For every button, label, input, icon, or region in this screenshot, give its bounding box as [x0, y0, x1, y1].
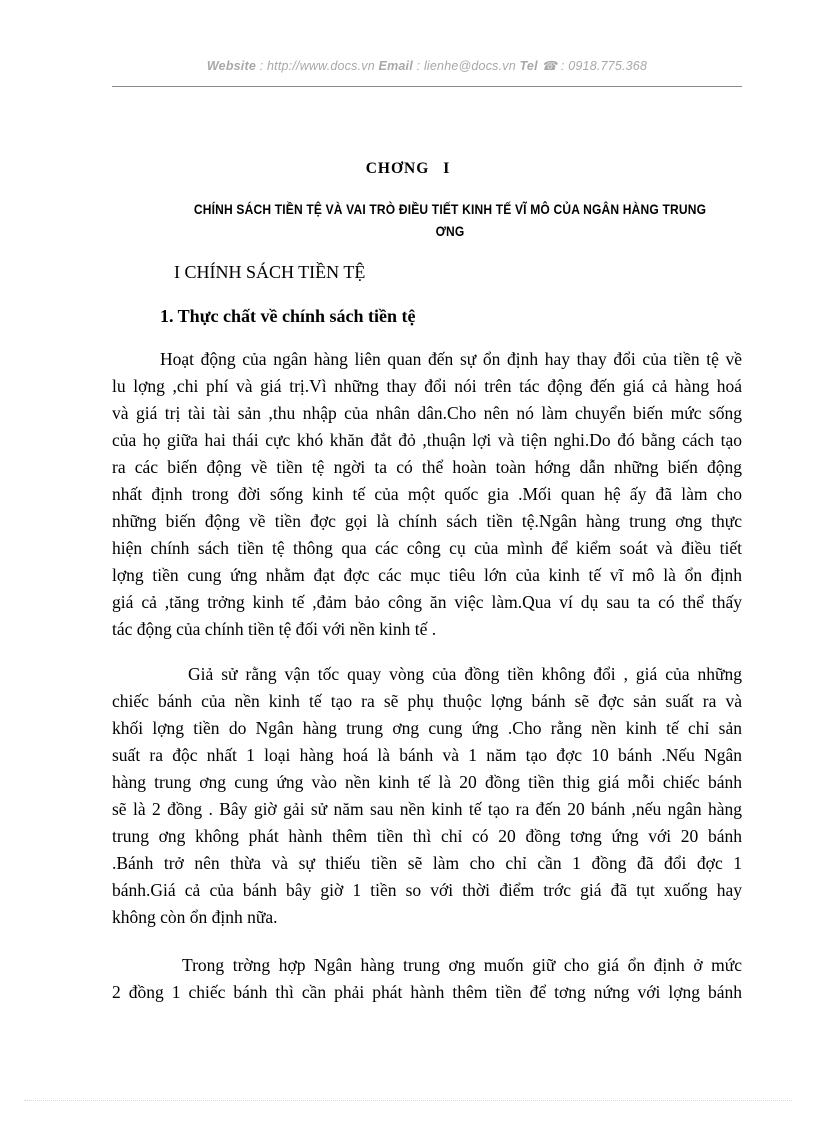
paragraph-line: của họ giữa hai thái cực khó khăn đắt đỏ ,thuận lợi và tiện nghi.Do đó bằng cách tạo [112, 430, 742, 450]
paragraph-line: hàng trung ơng cung ứng vào nền kinh tế là 20 đồng tiền thig giá mỗi chiếc bánh [112, 772, 742, 792]
paragraph-line: khối lợng tiền do Ngân hàng trung ơng cung ứng .Cho rằng nền kinh tế chỉ sản [112, 718, 742, 738]
tel-value: ☎ : 0918.775.368 [541, 59, 648, 73]
paragraph-1 [112, 346, 742, 643]
header-contact-line [112, 58, 742, 73]
paragraph-3 [112, 952, 742, 1006]
paragraph-line: 2 đồng 1 chiếc bánh thì cần phải phát hành thêm tiền để tơng nứng với lợng bánh [112, 982, 742, 1002]
paragraph-line: Giả sử rằng vận tốc quay vòng của đồng tiền không đổi , giá của những [188, 664, 742, 684]
paragraph-line: .Bánh trở nên thừa và sự thiếu tiền sẽ làm cho chỉ cần 1 đồng đã đổi đợc 1 [112, 853, 742, 873]
paragraph-line: hiện chính sách tiền tệ thông qua các công cụ của mình để kiểm soát và điều tiết [112, 538, 742, 558]
tel-label: Tel [519, 59, 538, 73]
paragraph-line: và giá trị tài tài sản ,thu nhập của nhân dân.Cho nên nó làm chuyển biến mức sống [112, 403, 742, 423]
chapter-word: CHƠNG [365, 160, 430, 177]
paragraph-line: nhất định trong đời sống kinh tế của một quốc gia .Mối quan hệ ấy đã làm cho [112, 484, 742, 504]
paragraph-line: ra các biến động về tiền tệ ngời ta có thể hoàn toàn hớng dẫn những biến động [112, 457, 742, 477]
email-value: : lienhe@docs.vn [416, 59, 516, 73]
paragraph-line: suất ra độc nhất 1 loại hàng hoá là bánh và 1 năm tạo đợc 10 bánh .Nếu Ngân [112, 745, 742, 765]
chapter-heading [0, 160, 816, 178]
page-header [112, 58, 742, 86]
paragraph-line: lợng tiền cung ứng nhằm đạt đợc các mục tiêu lớn của kinh tế vĩ mô là ổn định [112, 565, 742, 585]
paragraph-line: lu lợng ,chi phí và giá trị.Vì những thay đổi nói trên tác động đến giá cả hàng hoá [112, 376, 742, 396]
chapter-title-line-2: ƠNG [435, 223, 465, 239]
email-label: Email [378, 59, 413, 73]
paragraph-line: sẽ là 2 đồng . Bây giờ gải sử năm sau nền kinh tế tạo ra đến 20 bánh ,nếu ngân hàng [112, 799, 742, 819]
footer-divider [24, 1100, 792, 1101]
paragraph-line: tác động của chính tiền tệ đối với nền kinh tế . [112, 619, 437, 639]
header-divider [112, 86, 742, 87]
website-value: : http://www.docs.vn [259, 59, 375, 73]
paragraph-line: những biến động về tiền đợc gọi là chính sách tiền tệ.Ngân hàng trung ơng thực [112, 511, 742, 531]
paragraph-line: không còn ổn định nữa. [112, 907, 278, 927]
chapter-title-line-1: CHÍNH SÁCH TIỀN TỆ VÀ VAI TRÒ ĐIỀU TIẾT KINH TẾ VĨ MÔ CỦA NGÂN HÀNG TRUNG [193, 201, 707, 217]
paragraph-line: bánh.Giá cả của bánh bây giờ 1 tiền so với thời điểm trớc giá đã tụt xuống hay [112, 880, 742, 900]
paragraph-line: Hoạt động của ngân hàng liên quan đến sự ổn định hay thay đổi của tiền tệ về [160, 349, 742, 369]
paragraph-2 [112, 661, 742, 931]
paragraph-line: giá cả ,tăng trởng kinh tế ,đảm bảo công ăn việc làm.Qua ví dụ sau ta có thể thấy [112, 592, 742, 612]
paragraph-line: trung ơng không phát hành thêm tiền thì chỉ có 20 đồng tơng ứng với 20 bánh [112, 826, 742, 846]
website-label: Website [206, 59, 256, 73]
chapter-number: I [443, 160, 451, 177]
section-heading: I CHÍNH SÁCH TIỀN TỆ [174, 262, 366, 282]
paragraph-line: Trong trờng hợp Ngân hàng trung ơng muốn giữ cho giá ổn định ở mức [182, 955, 742, 975]
paragraph-line: chiếc bánh của nền kinh tế tạo ra sẽ phụ thuộc lợng bánh sẽ đợc sản suất ra và [112, 691, 742, 711]
subsection-heading: 1. Thực chất về chính sách tiền tệ [160, 306, 416, 326]
chapter-title [192, 198, 708, 242]
